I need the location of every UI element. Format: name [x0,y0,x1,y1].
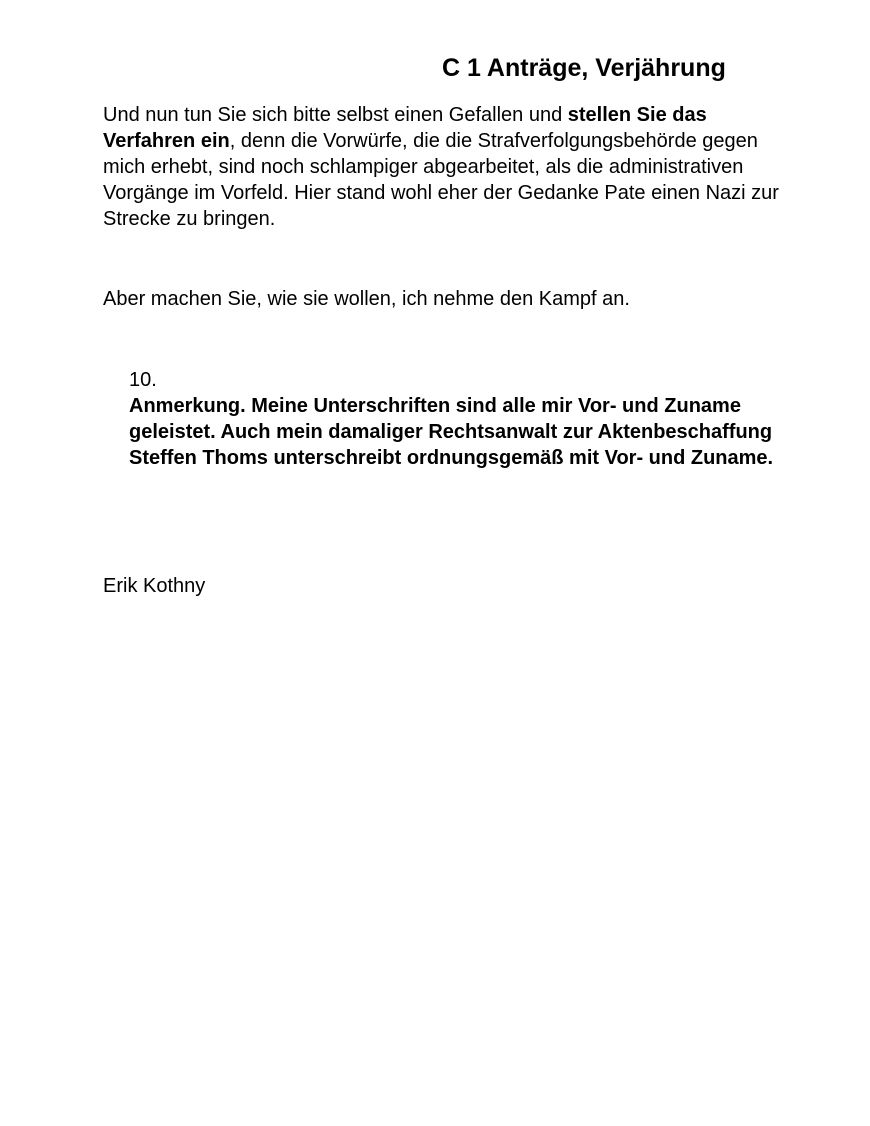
paragraph-bold-text: stellen Sie das Verfahren ein [103,104,707,152]
signature-name: Erik Kothny [103,575,206,597]
note-block [129,367,789,471]
main-paragraph [103,102,783,232]
note-number: 10. [129,369,157,391]
paragraph-text-end: , denn die Vorwürfe, die die Strafverfolgungsbehörde gegen mich erhebt, sind noch schlampiger abgearbeitet, als die administrativen Vorgänge im Vorfeld. Hier stand wohl eher der Gedanke Pate einen Nazi zur Strecke zu bringen. [103,130,779,230]
paragraph-text-start: Und nun tun Sie sich bitte selbst einen Gefallen und [103,104,568,126]
note-text: Anmerkung. Meine Unterschriften sind alle mir Vor- und Zuname geleistet. Auch mein damaliger Rechtsanwalt zur Aktenbeschaffung Steffen Thoms unterschreibt ordnungsgemäß mit Vor- und Zuname. [129,395,774,469]
page-title: C 1 Anträge, Verjährung [442,54,726,82]
second-paragraph: Aber machen Sie, wie sie wollen, ich nehme den Kampf an. [103,288,630,310]
